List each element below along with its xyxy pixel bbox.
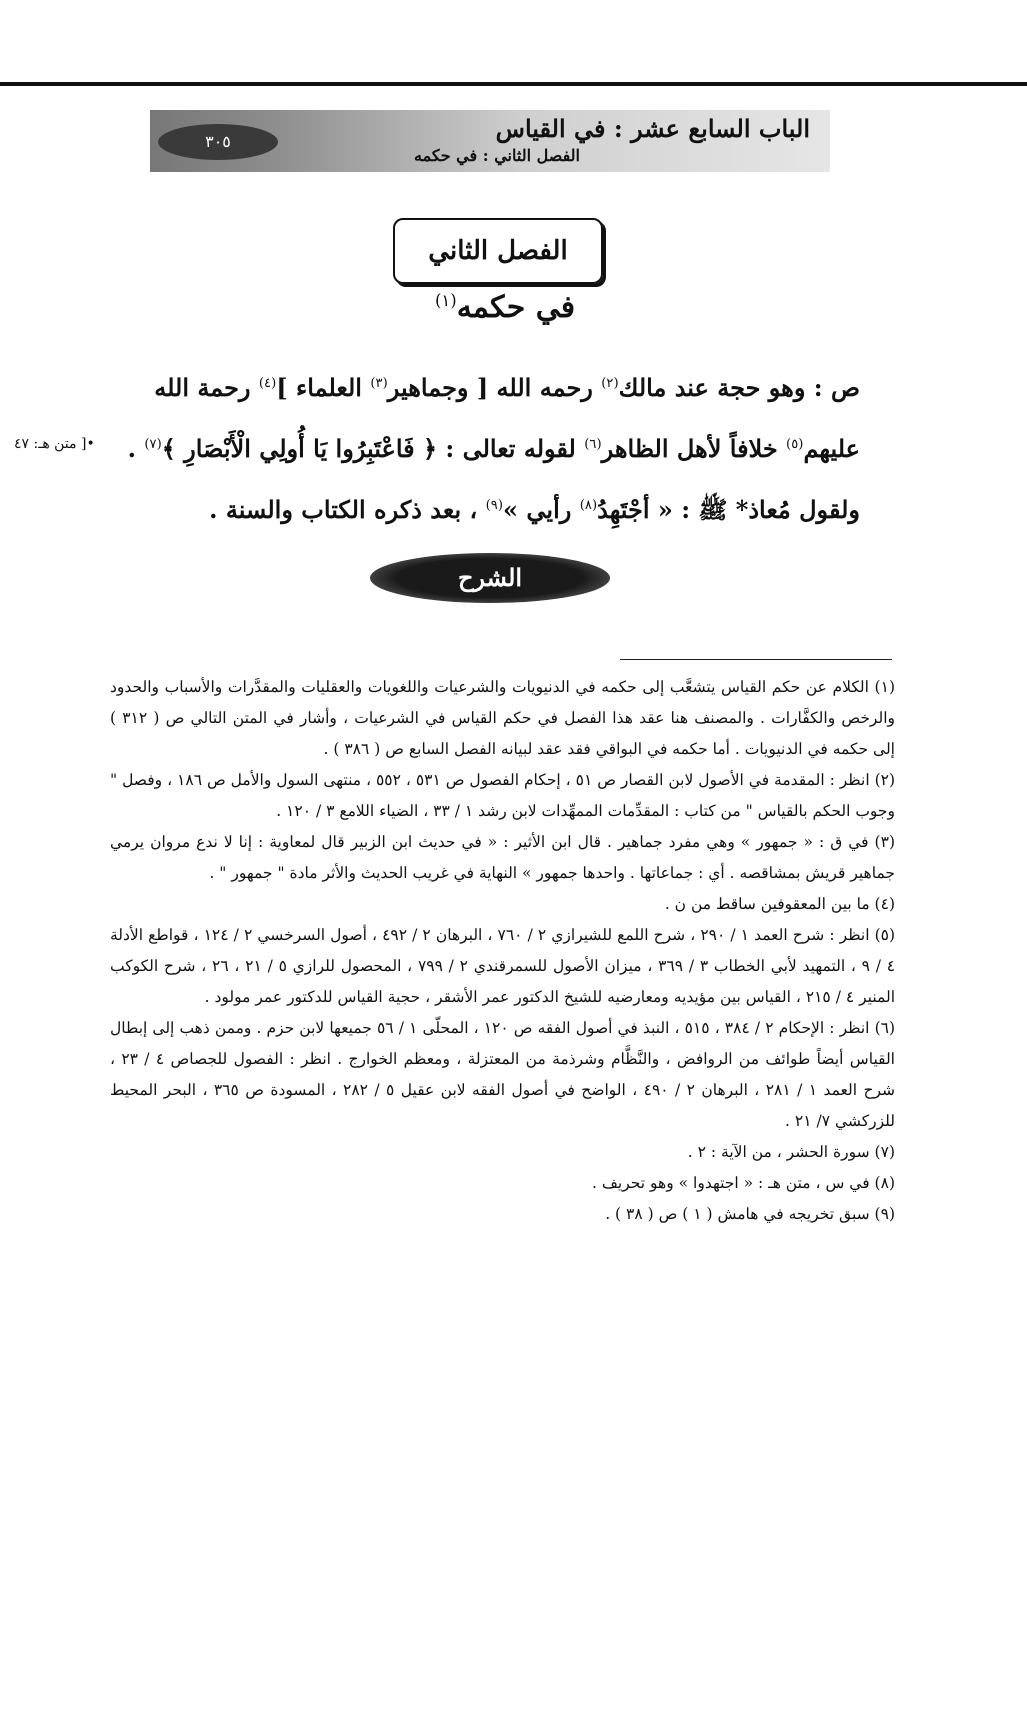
header-subtitle: الفصل الثاني : في حكمه — [414, 146, 580, 165]
top-rule — [0, 82, 1027, 86]
header-title: الباب السابع عشر : في القياس — [495, 114, 810, 143]
footnote: (١) الكلام عن حكم القياس يتشعَّب إلى حكمه في الدنيويات والشرعيات واللغويات والعقليات والمقدَّرات والأسباب والحدود والرخص والكفَّارات . والمصنف هنا عقد هذا الفصل في حكم القياس في الشرعيات ، وأشار في المتن التالي ص ( ٣١٢ ) إلى حكمه في الدنيويات . أما حكمه في البواقي فقد عقد لبيانه الفصل السابع ص ( ٣٨٦ ) . — [110, 678, 895, 758]
footnote: (٧) سورة الحشر ، من الآية : ٢ . — [687, 1143, 895, 1161]
footnotes — [110, 672, 895, 1230]
footnote: (٥) انظر : شرح العمد ١ / ٢٩٠ ، شرح اللمع للشيرازي ٢ / ٧٦٠ ، البرهان ٢ / ٤٩٢ ، أصول السرخسي ٢ / ١٢٤ ، قواطع الأدلة ٤ / ٩ ، التمهيد لأبي الخطاب ٣ / ٣٦٩ ، ميزان الأصول للسمرقندي ٢ / ٧٩٩ ، المحصول للرازي ٥ / ٢١ ، ٢٦ ، شرح الكوكب المنير ٤ / ٢١٥ ، القياس بين مؤيديه ومعارضيه للشيخ الدكتور عمر الأشقر ، حجية القياس للدكتور عمر مولود . — [110, 926, 896, 1006]
footnote: (٣) في ق : « جمهور » وهي مفرد جماهير . قال ابن الأثير : « في حديث ابن الزبير قال لمعاوية : إنا لا ندع مروان يرمي جماهير قريش بمشاقصه . أي : جماعاتها . واحدها جمهور » النهاية في غريب الحديث والأثر مادة " جمهور " . — [110, 833, 895, 882]
text-run: ، بعد ذكره الكتاب والسنة . — [209, 495, 486, 524]
section-title — [380, 290, 630, 325]
footnote-ref: (٨) — [579, 498, 598, 513]
chapter-title: الفصل الثاني — [428, 236, 568, 266]
text-run: رأيي » — [503, 495, 580, 524]
main-text-line — [120, 355, 860, 416]
footnote-ref: (٧) — [144, 437, 162, 452]
footnote-ref: (٥) — [786, 437, 804, 452]
text-run: خلافاً لأهل الظاهر — [601, 434, 787, 463]
main-text-line — [120, 477, 860, 538]
footnote-ref: (٣) — [370, 376, 388, 391]
footnote-ref: (٢) — [601, 376, 619, 391]
footnote-ref: (٩) — [485, 498, 504, 513]
section-title-text: في حكمه — [456, 290, 576, 325]
page-number: ٣٠٥ — [158, 124, 278, 160]
margin-note: •[ متن هـ: ٤٧ — [14, 436, 95, 452]
text-run: ص : وهو حجة عند مالك — [618, 373, 860, 402]
quran-verse: لقوله تعالى : ﴿ فَاعْتَبِرُوا يَا أُولِي الْأَبْصَارِ ﴾ — [161, 434, 585, 463]
text-run: عليهم — [803, 434, 860, 463]
footnote: (٦) انظر : الإحكام ٢ / ٣٨٤ ، ٥١٥ ، النبذ في أصول الفقه ص ١٢٠ ، المحلّى ١ / ٥٦ جميعها لابن حزم . وممن ذهب إلى إبطال القياس أيضاً طوائف من الروافض ، والنَّظَّام وشرذمة من المعتزلة ، ومعظم الخوارج . انظر : الفصول للجصاص ٤ / ٢٣ ، شرح العمد ١ / ٢٨١ ، البرهان ٢ / ٤٩٠ ، الواضح في أصول الفقه لابن عقيل ٥ / ٢٨٢ ، المسودة ص ٣٦٥ ، البحر المحيط للزركشي ٧/ ٢١ . — [110, 1019, 896, 1130]
main-text — [120, 355, 860, 538]
commentary-heading: الشرح — [370, 553, 610, 603]
text-run: ولقول مُعاذ* ﷺ : « أجْتَهِدُ — [597, 495, 860, 524]
footnote: (٤) ما بين المعقوفين ساقط من ن . — [664, 895, 895, 913]
footnote-separator — [620, 659, 892, 660]
text-run: رحمه الله [ وجماهير — [387, 373, 602, 402]
running-header — [150, 110, 830, 172]
chapter-title-box — [393, 218, 603, 284]
footnote-ref: (٤) — [258, 376, 277, 391]
footnote-ref: (١) — [434, 291, 457, 310]
text-run: . — [127, 434, 145, 463]
footnote: (٨) في س ، متن هـ : « اجتهدوا » وهو تحريف . — [592, 1174, 895, 1192]
text-run: رحمة الله — [154, 373, 259, 402]
footnote: (٩) سبق تخريجه في هامش ( ١ ) ص ( ٣٨ ) . — [605, 1205, 895, 1223]
footnote: (٢) انظر : المقدمة في الأصول لابن القصار ص ٥١ ، إحكام الفصول ص ٥٣١ ، ٥٥٢ ، منتهى السول والأمل ص ١٨٦ ، وفصل " وجوب الحكم بالقياس " من كتاب : المقدِّمات الممهِّدات لابن رشد ١ / ٣٣ ، الضياء اللامع ٣ / ١٢٠ . — [110, 771, 896, 820]
text-run: العلماء ] — [276, 373, 371, 402]
main-text-line — [120, 416, 860, 477]
footnote-ref: (٦) — [584, 437, 602, 452]
